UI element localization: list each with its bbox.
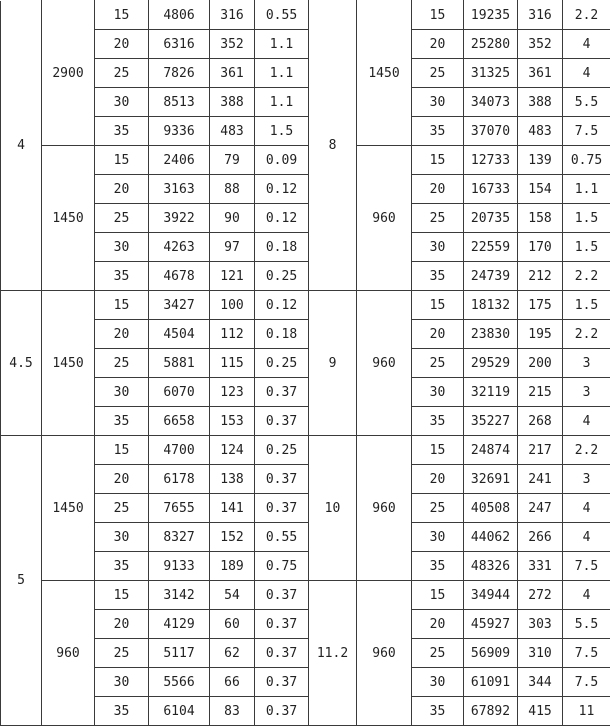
data-cell: 158: [518, 204, 563, 233]
data-cell: 66: [210, 668, 255, 697]
data-cell: 6178: [149, 465, 210, 494]
speed-cell: 2900: [42, 1, 95, 146]
table-row: [1, 436, 610, 465]
data-cell: 0.75: [255, 552, 309, 581]
data-cell: 12733: [464, 146, 518, 175]
data-cell: 30: [95, 378, 149, 407]
data-cell: 352: [210, 30, 255, 59]
speed-cell: 960: [357, 146, 412, 291]
data-cell: 29529: [464, 349, 518, 378]
data-cell: 20: [95, 465, 149, 494]
data-cell: 8513: [149, 88, 210, 117]
data-cell: 25: [412, 59, 464, 88]
data-cell: 11: [563, 697, 610, 726]
data-cell: 25: [95, 204, 149, 233]
speed-cell: 960: [357, 291, 412, 436]
spec-table-body: [1, 1, 610, 726]
speed-cell: 1450: [42, 291, 95, 436]
data-cell: 4129: [149, 610, 210, 639]
speed-cell: 1450: [42, 146, 95, 291]
data-cell: 331: [518, 552, 563, 581]
data-cell: 0.37: [255, 581, 309, 610]
data-cell: 15: [412, 291, 464, 320]
data-cell: 139: [518, 146, 563, 175]
data-cell: 1.5: [563, 204, 610, 233]
speed-cell: 1450: [357, 1, 412, 146]
data-cell: 217: [518, 436, 563, 465]
data-cell: 20: [95, 30, 149, 59]
data-cell: 4: [563, 407, 610, 436]
data-cell: 7655: [149, 494, 210, 523]
data-cell: 115: [210, 349, 255, 378]
data-cell: 35: [95, 262, 149, 291]
data-cell: 0.25: [255, 349, 309, 378]
data-cell: 200: [518, 349, 563, 378]
data-cell: 20735: [464, 204, 518, 233]
data-cell: 5881: [149, 349, 210, 378]
data-cell: 4: [563, 59, 610, 88]
data-cell: 247: [518, 494, 563, 523]
data-cell: 30: [412, 233, 464, 262]
data-cell: 83: [210, 697, 255, 726]
data-cell: 25: [412, 349, 464, 378]
data-cell: 7.5: [563, 552, 610, 581]
data-cell: 0.12: [255, 291, 309, 320]
data-cell: 0.37: [255, 668, 309, 697]
data-cell: 5566: [149, 668, 210, 697]
data-cell: 316: [518, 1, 563, 30]
data-cell: 3427: [149, 291, 210, 320]
data-cell: 0.09: [255, 146, 309, 175]
data-cell: 483: [518, 117, 563, 146]
data-cell: 24739: [464, 262, 518, 291]
data-cell: 0.37: [255, 465, 309, 494]
data-cell: 175: [518, 291, 563, 320]
data-cell: 361: [210, 59, 255, 88]
data-cell: 48326: [464, 552, 518, 581]
data-cell: 20: [412, 610, 464, 639]
data-cell: 0.37: [255, 494, 309, 523]
data-cell: 7.5: [563, 117, 610, 146]
data-cell: 3922: [149, 204, 210, 233]
data-cell: 54: [210, 581, 255, 610]
data-cell: 35: [412, 407, 464, 436]
data-cell: 18132: [464, 291, 518, 320]
data-cell: 35: [412, 552, 464, 581]
data-cell: 3142: [149, 581, 210, 610]
data-cell: 15: [95, 436, 149, 465]
data-cell: 34073: [464, 88, 518, 117]
data-cell: 25: [95, 59, 149, 88]
data-cell: 170: [518, 233, 563, 262]
data-cell: 35: [412, 117, 464, 146]
data-cell: 0.18: [255, 320, 309, 349]
data-cell: 97: [210, 233, 255, 262]
data-cell: 30: [95, 88, 149, 117]
data-cell: 4678: [149, 262, 210, 291]
data-cell: 4: [563, 494, 610, 523]
data-cell: 153: [210, 407, 255, 436]
speed-cell: 960: [357, 581, 412, 726]
data-cell: 4700: [149, 436, 210, 465]
data-cell: 30: [412, 523, 464, 552]
data-cell: 4: [563, 30, 610, 59]
data-cell: 0.18: [255, 233, 309, 262]
data-cell: 2.2: [563, 262, 610, 291]
data-cell: 25280: [464, 30, 518, 59]
data-cell: 7826: [149, 59, 210, 88]
data-cell: 20: [95, 320, 149, 349]
data-cell: 20: [412, 320, 464, 349]
data-cell: 35227: [464, 407, 518, 436]
data-cell: 272: [518, 581, 563, 610]
data-cell: 4: [563, 581, 610, 610]
data-cell: 6316: [149, 30, 210, 59]
data-cell: 6104: [149, 697, 210, 726]
data-cell: 112: [210, 320, 255, 349]
data-cell: 15: [95, 581, 149, 610]
data-cell: 123: [210, 378, 255, 407]
data-cell: 30: [95, 233, 149, 262]
data-cell: 121: [210, 262, 255, 291]
data-cell: 266: [518, 523, 563, 552]
data-cell: 0.55: [255, 1, 309, 30]
data-cell: 212: [518, 262, 563, 291]
data-cell: 303: [518, 610, 563, 639]
data-cell: 79: [210, 146, 255, 175]
data-cell: 37070: [464, 117, 518, 146]
data-cell: 35: [95, 552, 149, 581]
data-cell: 15: [95, 1, 149, 30]
data-cell: 310: [518, 639, 563, 668]
data-cell: 1.5: [563, 233, 610, 262]
data-cell: 2.2: [563, 320, 610, 349]
data-cell: 16733: [464, 175, 518, 204]
data-cell: 1.5: [563, 291, 610, 320]
data-cell: 388: [518, 88, 563, 117]
data-cell: 124: [210, 436, 255, 465]
data-cell: 5117: [149, 639, 210, 668]
data-cell: 1.1: [563, 175, 610, 204]
data-cell: 15: [95, 291, 149, 320]
data-cell: 23830: [464, 320, 518, 349]
pump-size-cell: 11.2: [309, 581, 357, 726]
data-cell: 3: [563, 465, 610, 494]
data-cell: 0.37: [255, 697, 309, 726]
pump-size-cell: 4.5: [1, 291, 42, 436]
data-cell: 60: [210, 610, 255, 639]
data-cell: 90: [210, 204, 255, 233]
data-cell: 0.12: [255, 204, 309, 233]
data-cell: 15: [412, 1, 464, 30]
data-cell: 32691: [464, 465, 518, 494]
data-cell: 7.5: [563, 668, 610, 697]
data-cell: 30: [412, 668, 464, 697]
pump-size-cell: 5: [1, 436, 42, 726]
data-cell: 15: [412, 436, 464, 465]
data-cell: 4806: [149, 1, 210, 30]
data-cell: 32119: [464, 378, 518, 407]
data-cell: 67892: [464, 697, 518, 726]
data-cell: 0.25: [255, 262, 309, 291]
pump-size-cell: 8: [309, 1, 357, 291]
data-cell: 0.37: [255, 610, 309, 639]
data-cell: 35: [95, 697, 149, 726]
data-cell: 4504: [149, 320, 210, 349]
data-cell: 20: [95, 610, 149, 639]
data-cell: 25: [95, 349, 149, 378]
data-cell: 5.5: [563, 610, 610, 639]
table-row: [1, 581, 610, 610]
data-cell: 62: [210, 639, 255, 668]
data-cell: 0.37: [255, 407, 309, 436]
data-cell: 35: [95, 407, 149, 436]
data-cell: 352: [518, 30, 563, 59]
data-cell: 2.2: [563, 436, 610, 465]
speed-cell: 1450: [42, 436, 95, 581]
data-cell: 20: [412, 30, 464, 59]
data-cell: 5.5: [563, 88, 610, 117]
data-cell: 215: [518, 378, 563, 407]
data-cell: 25: [95, 639, 149, 668]
data-cell: 30: [95, 523, 149, 552]
data-cell: 15: [412, 146, 464, 175]
data-cell: 1.1: [255, 59, 309, 88]
data-cell: 20: [412, 465, 464, 494]
data-cell: 141: [210, 494, 255, 523]
data-cell: 25: [95, 494, 149, 523]
data-cell: 154: [518, 175, 563, 204]
data-cell: 20: [95, 175, 149, 204]
data-cell: 1.1: [255, 30, 309, 59]
data-cell: 9336: [149, 117, 210, 146]
data-cell: 388: [210, 88, 255, 117]
data-cell: 415: [518, 697, 563, 726]
data-cell: 15: [412, 581, 464, 610]
data-cell: 2.2: [563, 1, 610, 30]
data-cell: 25: [412, 639, 464, 668]
data-cell: 30: [412, 378, 464, 407]
table-row: [1, 291, 610, 320]
data-cell: 241: [518, 465, 563, 494]
data-cell: 483: [210, 117, 255, 146]
speed-cell: 960: [357, 436, 412, 581]
data-cell: 0.12: [255, 175, 309, 204]
data-cell: 6070: [149, 378, 210, 407]
data-cell: 195: [518, 320, 563, 349]
data-cell: 3: [563, 349, 610, 378]
speed-cell: 960: [42, 581, 95, 726]
pump-size-cell: 4: [1, 1, 42, 291]
data-cell: 3: [563, 378, 610, 407]
table-row: [1, 1, 610, 30]
data-cell: 45927: [464, 610, 518, 639]
data-cell: 20: [412, 175, 464, 204]
table-row: [1, 146, 610, 175]
data-cell: 88: [210, 175, 255, 204]
data-cell: 25: [412, 494, 464, 523]
data-cell: 25: [412, 204, 464, 233]
data-cell: 61091: [464, 668, 518, 697]
data-cell: 31325: [464, 59, 518, 88]
data-cell: 15: [95, 146, 149, 175]
data-cell: 1.1: [255, 88, 309, 117]
data-cell: 3163: [149, 175, 210, 204]
data-cell: 0.37: [255, 378, 309, 407]
data-cell: 0.55: [255, 523, 309, 552]
data-cell: 344: [518, 668, 563, 697]
data-cell: 30: [412, 88, 464, 117]
data-cell: 30: [95, 668, 149, 697]
data-cell: 35: [412, 697, 464, 726]
data-cell: 138: [210, 465, 255, 494]
data-cell: 35: [412, 262, 464, 291]
data-cell: 6658: [149, 407, 210, 436]
data-cell: 19235: [464, 1, 518, 30]
data-cell: 22559: [464, 233, 518, 262]
data-cell: 8327: [149, 523, 210, 552]
data-cell: 2406: [149, 146, 210, 175]
pump-size-cell: 9: [309, 291, 357, 436]
data-cell: 316: [210, 1, 255, 30]
data-cell: 35: [95, 117, 149, 146]
data-cell: 9133: [149, 552, 210, 581]
data-cell: 152: [210, 523, 255, 552]
data-cell: 1.5: [255, 117, 309, 146]
data-cell: 4: [563, 523, 610, 552]
data-cell: 189: [210, 552, 255, 581]
data-cell: 0.75: [563, 146, 610, 175]
data-cell: 44062: [464, 523, 518, 552]
data-cell: 100: [210, 291, 255, 320]
data-cell: 56909: [464, 639, 518, 668]
data-cell: 0.25: [255, 436, 309, 465]
data-cell: 24874: [464, 436, 518, 465]
data-cell: 4263: [149, 233, 210, 262]
data-cell: 34944: [464, 581, 518, 610]
pump-size-cell: 10: [309, 436, 357, 581]
data-cell: 7.5: [563, 639, 610, 668]
data-cell: 40508: [464, 494, 518, 523]
data-cell: 268: [518, 407, 563, 436]
data-cell: 0.37: [255, 639, 309, 668]
data-cell: 361: [518, 59, 563, 88]
